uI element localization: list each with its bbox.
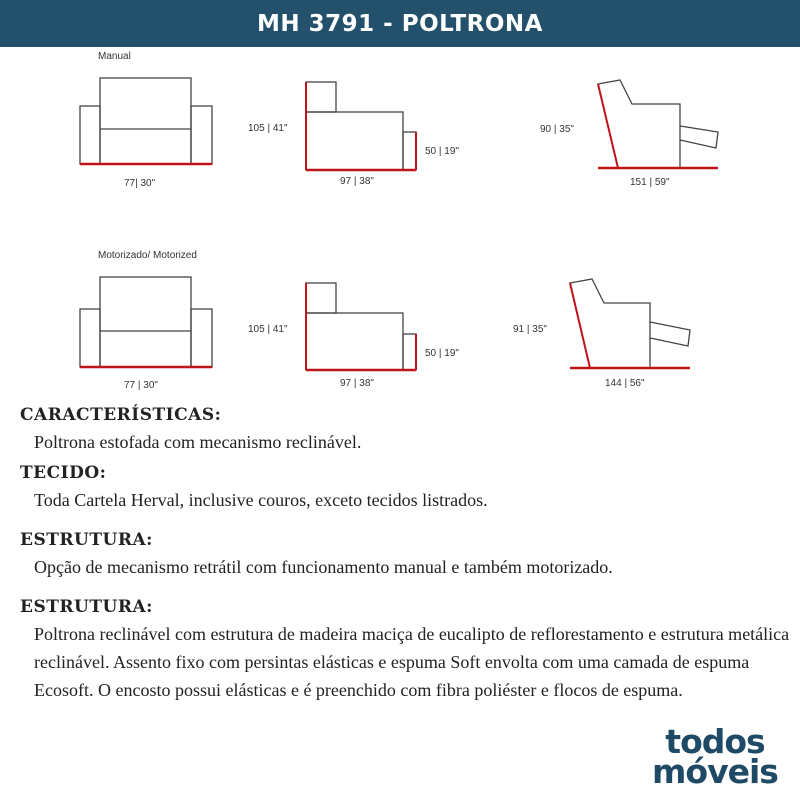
manual-side-height: 105 | 41": [248, 123, 288, 134]
manual-caption: Manual: [98, 51, 131, 62]
manual-recline-depth: 151 | 59": [630, 177, 670, 188]
section-title: ESTRUTURA:: [20, 530, 153, 550]
section-text: Poltrona estofada com mecanismo reclinável.: [34, 432, 362, 452]
section-estrutura-2: [20, 596, 800, 704]
section-tecido: [20, 462, 800, 514]
section-text: Poltrona reclinável com estrutura de madeira maciça de eucalipto de reflorestamento e estrutura metálica reclinável. Assento fixo com persintas elásticas e espuma Soft envolta com uma camada de espuma Ecosoft. O encosto possui elásticas e é preenchido com fibra poliéster e flocos de espuma.: [34, 624, 790, 700]
todos-moveis-logo: [650, 722, 780, 791]
motorized-recline-height: 91 | 35": [513, 324, 547, 335]
page-header: [0, 0, 800, 47]
manual-front-width: 77| 30": [124, 178, 156, 189]
section-text: Opção de mecanismo retrátil com funcionamento manual e também motorizado.: [34, 557, 613, 577]
motorized-recline-view: [570, 279, 690, 368]
motorized-recline-depth: 144 | 56": [605, 378, 645, 389]
manual-recline-view: [598, 80, 718, 168]
motorized-side-depth: 97 | 38": [340, 378, 374, 389]
manual-side-seat-height: 50 | 19": [425, 146, 459, 157]
manual-side-depth: 97 | 38": [340, 176, 374, 187]
section-text: Toda Cartela Herval, inclusive couros, exceto tecidos listrados.: [34, 490, 488, 510]
logo-line-1: todos: [665, 722, 765, 761]
section-title: TECIDO:: [20, 463, 107, 483]
dimension-drawings: [0, 47, 800, 400]
manual-recline-height: 90 | 35": [540, 124, 574, 135]
logo-line-2: móveis: [652, 752, 778, 791]
section-estrutura-1: [20, 529, 800, 581]
motorized-front-width: 77 | 30": [124, 380, 158, 391]
motorized-side-seat-height: 50 | 19": [425, 348, 459, 359]
motorized-side-view: [306, 283, 416, 370]
section-title: CARACTERÍSTICAS:: [20, 405, 222, 425]
motorized-caption: Motorizado/ Motorized: [98, 250, 197, 261]
manual-side-view: [306, 82, 416, 170]
section-caracteristicas: [20, 404, 800, 456]
page-title: MH 3791 - POLTRONA: [257, 10, 543, 37]
motorized-side-height: 105 | 41": [248, 324, 288, 335]
manual-front-view: [80, 78, 212, 164]
motorized-front-view: [80, 277, 212, 367]
section-title: ESTRUTURA:: [20, 597, 153, 617]
